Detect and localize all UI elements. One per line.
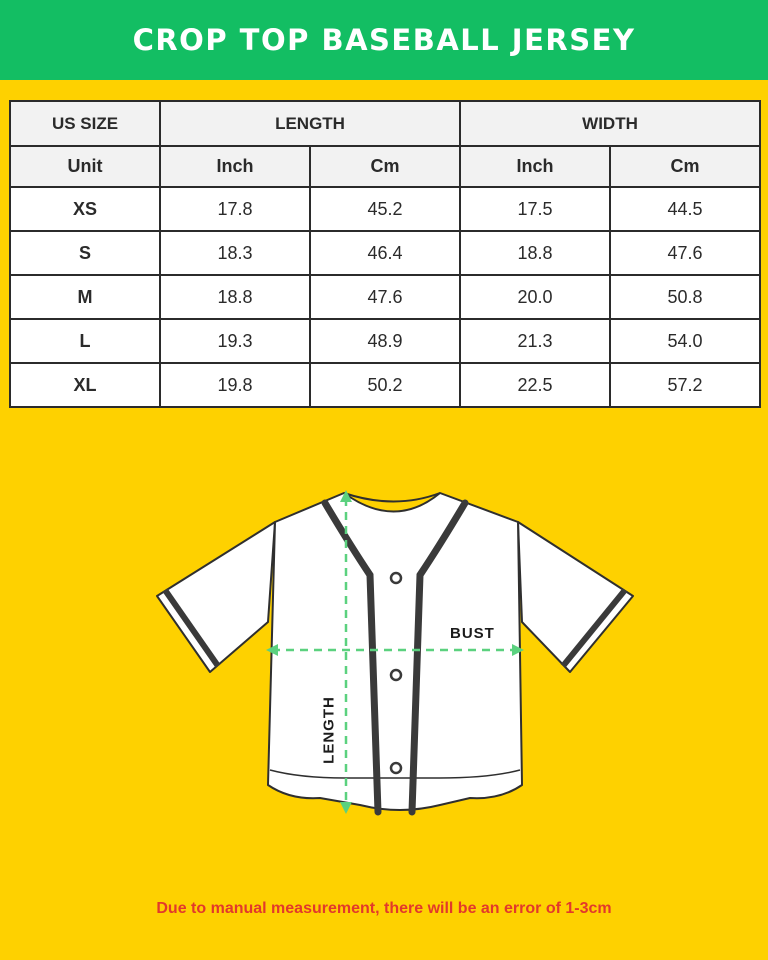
table-header-row [10, 101, 760, 146]
table-row [10, 231, 760, 275]
length-cm-cell: 45.2 [310, 187, 460, 231]
length-inch-cell: 19.3 [160, 319, 310, 363]
width-cm-cell: 57.2 [610, 363, 760, 407]
header-width: WIDTH [460, 101, 760, 146]
length-inch-cell: 18.8 [160, 275, 310, 319]
header-length: LENGTH [160, 101, 460, 146]
width-cm-cell: 47.6 [610, 231, 760, 275]
length-cm-cell: 48.9 [310, 319, 460, 363]
length-cm-cell: 47.6 [310, 275, 460, 319]
width-cm-cell: 54.0 [610, 319, 760, 363]
table-row [10, 319, 760, 363]
size-cell: M [10, 275, 160, 319]
unit-label: Unit [10, 146, 160, 187]
length-inch-cell: 19.8 [160, 363, 310, 407]
unit-width-inch: Inch [460, 146, 610, 187]
width-inch-cell: 17.5 [460, 187, 610, 231]
length-inch-cell: 18.3 [160, 231, 310, 275]
bust-label: BUST [450, 625, 495, 642]
table-row [10, 363, 760, 407]
unit-length-cm: Cm [310, 146, 460, 187]
width-inch-cell: 18.8 [460, 231, 610, 275]
width-cm-cell: 50.8 [610, 275, 760, 319]
header-us-size: US SIZE [10, 101, 160, 146]
width-inch-cell: 20.0 [460, 275, 610, 319]
table-row [10, 275, 760, 319]
baseball-jersey-icon [150, 485, 640, 825]
size-chart-table [9, 100, 761, 408]
size-cell: L [10, 319, 160, 363]
length-cm-cell: 50.2 [310, 363, 460, 407]
unit-row [10, 146, 760, 187]
table-row [10, 187, 760, 231]
size-cell: S [10, 231, 160, 275]
width-inch-cell: 21.3 [460, 319, 610, 363]
width-cm-cell: 44.5 [610, 187, 760, 231]
unit-width-cm: Cm [610, 146, 760, 187]
size-cell: XS [10, 187, 160, 231]
title-banner [0, 0, 768, 80]
width-inch-cell: 22.5 [460, 363, 610, 407]
size-cell: XL [10, 363, 160, 407]
length-cm-cell: 46.4 [310, 231, 460, 275]
length-label: LENGTH [320, 696, 338, 764]
unit-length-inch: Inch [160, 146, 310, 187]
measurement-note: Due to manual measurement, there will be an error of 1-3cm [156, 900, 612, 917]
page-title: CROP TOP BASEBALL JERSEY [132, 23, 636, 57]
length-inch-cell: 17.8 [160, 187, 310, 231]
